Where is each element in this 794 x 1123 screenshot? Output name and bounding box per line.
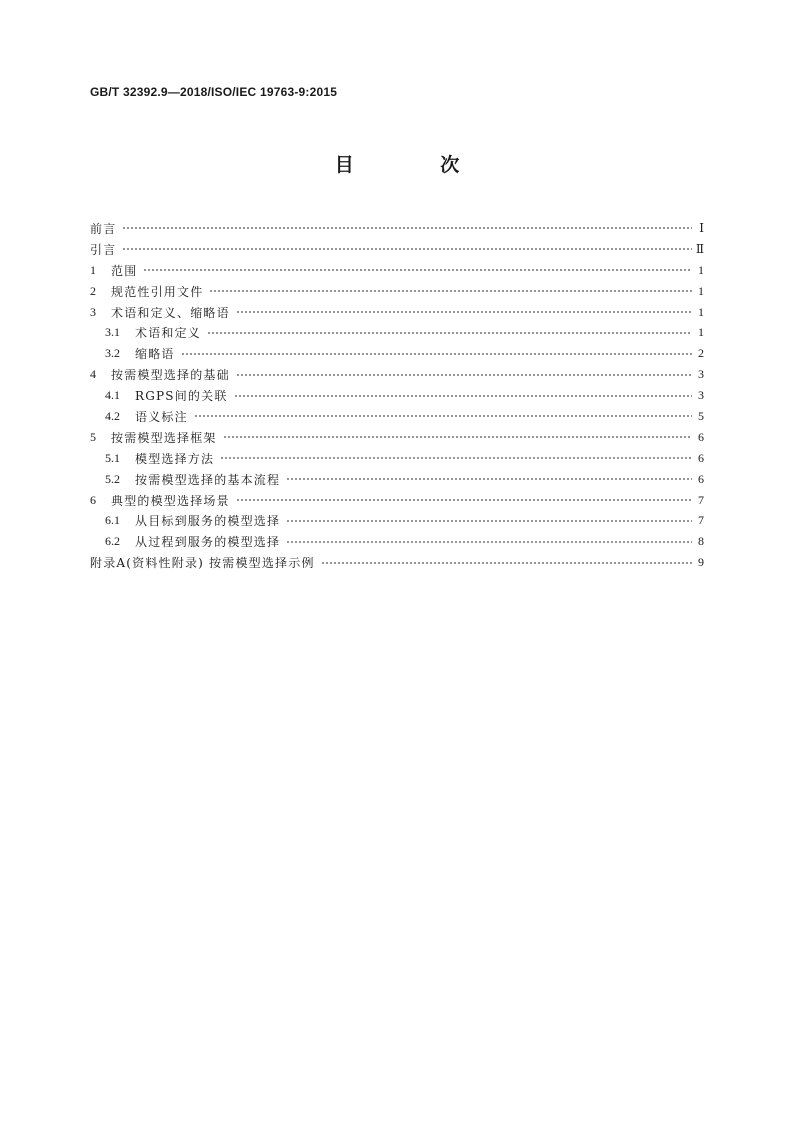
toc-entry[interactable] xyxy=(90,510,704,531)
toc-entry-number: 3 xyxy=(90,304,96,319)
toc-entry-page: 1 xyxy=(698,262,704,277)
toc-entry-page: 3 xyxy=(698,388,704,403)
page-title: 目 次 xyxy=(334,154,500,176)
toc-entry[interactable] xyxy=(90,385,704,406)
toc-entry-number: 2 xyxy=(90,283,96,298)
toc-entry-label: 附录A(资料性附录) 按需模型选择示例 xyxy=(90,556,315,571)
toc-entry[interactable] xyxy=(90,302,704,323)
toc-dot-leader xyxy=(207,332,692,334)
toc-entry[interactable] xyxy=(90,552,704,573)
toc-entry[interactable] xyxy=(90,406,704,427)
toc-entry-page: 1 xyxy=(698,304,704,319)
toc-entry-page: 1 xyxy=(698,325,704,340)
toc-entry-label: 术语和定义 xyxy=(135,326,202,341)
toc-dot-leader xyxy=(321,562,692,564)
toc-entry[interactable] xyxy=(90,260,704,281)
toc-dot-leader xyxy=(236,374,692,376)
toc-dot-leader xyxy=(220,457,692,459)
toc-entry[interactable] xyxy=(90,469,704,490)
table-of-contents xyxy=(90,218,704,573)
toc-entry-label: 范围 xyxy=(111,263,138,278)
toc-entry-label: 术语和定义、缩略语 xyxy=(111,305,230,320)
toc-dot-leader xyxy=(181,353,692,355)
toc-entry-label: 按需模型选择框架 xyxy=(111,430,217,445)
toc-entry[interactable] xyxy=(90,448,704,469)
toc-dot-leader xyxy=(286,520,692,522)
toc-entry-number: 5 xyxy=(90,429,96,444)
toc-entry-page: 8 xyxy=(698,534,704,549)
toc-entry-page: 7 xyxy=(698,513,704,528)
toc-entry-page: Ⅰ xyxy=(699,220,704,235)
toc-entry-page: 6 xyxy=(698,450,704,465)
toc-entry-label: 前言 xyxy=(90,221,117,236)
toc-entry-label: 按需模型选择的基本流程 xyxy=(135,472,281,487)
toc-dot-leader xyxy=(209,290,692,292)
toc-entry[interactable] xyxy=(90,218,704,239)
toc-dot-leader xyxy=(236,499,692,501)
toc-entry-page: Ⅱ xyxy=(695,241,704,256)
toc-entry-page: 3 xyxy=(698,367,704,382)
toc-entry-number: 4.1 xyxy=(105,388,120,403)
toc-entry-label: 从目标到服务的模型选择 xyxy=(135,514,281,529)
toc-dot-leader xyxy=(234,395,692,397)
toc-entry-number: 4.2 xyxy=(105,408,120,423)
toc-dot-leader xyxy=(223,436,692,438)
toc-entry[interactable] xyxy=(90,322,704,343)
toc-dot-leader xyxy=(236,311,692,313)
standard-code: GB/T 32392.9—2018/ISO/IEC 19763-9:2015 xyxy=(90,85,338,99)
toc-entry-number: 3.1 xyxy=(105,325,120,340)
toc-entry-label: 按需模型选择的基础 xyxy=(111,368,230,383)
toc-entry[interactable] xyxy=(90,343,704,364)
toc-entry-page: 6 xyxy=(698,429,704,444)
toc-entry[interactable] xyxy=(90,531,704,552)
toc-entry-number: 6.1 xyxy=(105,513,120,528)
toc-entry[interactable] xyxy=(90,490,704,511)
toc-entry-number: 5.1 xyxy=(105,450,120,465)
toc-dot-leader xyxy=(286,478,692,480)
toc-entry-label: 从过程到服务的模型选择 xyxy=(135,535,281,550)
toc-entry-number: 6.2 xyxy=(105,534,120,549)
toc-entry-page: 2 xyxy=(698,346,704,361)
toc-entry[interactable] xyxy=(90,239,704,260)
toc-dot-leader xyxy=(143,269,692,271)
toc-entry[interactable] xyxy=(90,427,704,448)
toc-dot-leader xyxy=(286,541,692,543)
toc-dot-leader xyxy=(122,248,691,250)
toc-entry-label: 典型的模型选择场景 xyxy=(111,493,230,508)
toc-entry-number: 5.2 xyxy=(105,471,120,486)
toc-entry-page: 1 xyxy=(698,283,704,298)
toc-entry-page: 6 xyxy=(698,471,704,486)
toc-entry-number: 1 xyxy=(90,262,96,277)
toc-entry-label: 引言 xyxy=(90,242,117,257)
toc-entry-page: 9 xyxy=(698,555,704,570)
toc-entry[interactable] xyxy=(90,364,704,385)
toc-entry-label: RGPS间的关联 xyxy=(135,389,228,404)
toc-dot-leader xyxy=(122,227,692,229)
toc-entry-label: 模型选择方法 xyxy=(135,451,215,466)
toc-entry-number: 4 xyxy=(90,367,96,382)
toc-entry[interactable] xyxy=(90,281,704,302)
toc-entry-label: 缩略语 xyxy=(135,347,175,362)
toc-entry-label: 语义标注 xyxy=(135,409,188,424)
toc-entry-number: 6 xyxy=(90,492,96,507)
toc-entry-page: 5 xyxy=(698,408,704,423)
toc-entry-label: 规范性引用文件 xyxy=(111,284,204,299)
toc-entry-number: 3.2 xyxy=(105,346,120,361)
toc-dot-leader xyxy=(194,415,692,417)
toc-entry-page: 7 xyxy=(698,492,704,507)
